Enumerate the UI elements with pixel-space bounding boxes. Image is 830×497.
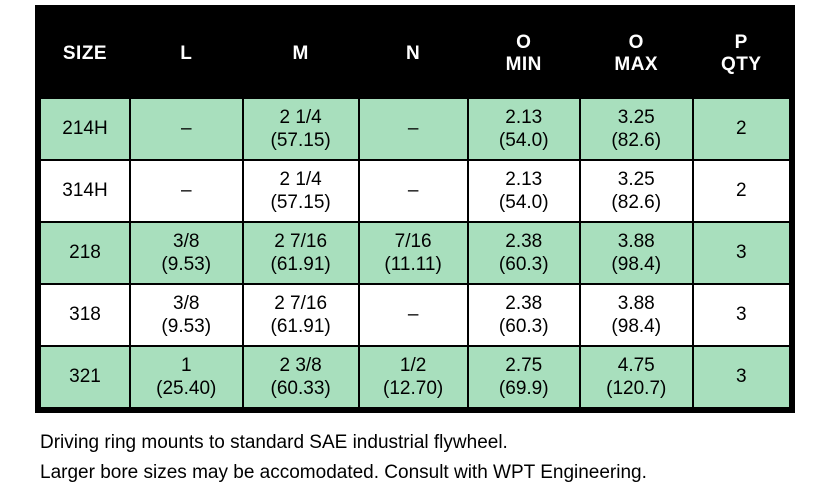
- column-header-l: [130, 10, 243, 98]
- column-header-m: [243, 10, 359, 98]
- cell-o-min-sub: (60.3): [498, 316, 549, 337]
- cell-o-min: [468, 98, 581, 160]
- cell-p-qty: 2: [693, 160, 791, 222]
- cell-l: [130, 346, 243, 408]
- table-row: [40, 346, 790, 408]
- cell-o-max: [580, 160, 693, 222]
- cell-m-main: 2 7/16: [274, 231, 328, 252]
- cell-o-min-sub: (69.9): [498, 378, 549, 399]
- cell-n-main: 1/2: [399, 355, 427, 376]
- cell-size: 214H: [40, 98, 130, 160]
- header-row: [40, 10, 790, 98]
- header-o-max-line1: O: [628, 32, 644, 53]
- cell-p-qty: 3: [693, 346, 791, 408]
- cell-o-min: [468, 160, 581, 222]
- cell-n: [359, 284, 468, 346]
- header-p-qty-line1: P: [734, 32, 748, 53]
- dimensions-table: [39, 9, 791, 409]
- cell-p-qty: 3: [693, 222, 791, 284]
- cell-o-min-main: 2.75: [505, 355, 543, 376]
- cell-o-max-main: 3.88: [617, 293, 655, 314]
- header-o-min-line2: MIN: [505, 54, 542, 75]
- header-m-line1: M: [292, 43, 309, 64]
- cell-o-max-main: 3.88: [617, 231, 655, 252]
- cell-l: [130, 284, 243, 346]
- table-row: [40, 160, 790, 222]
- cell-p-qty: 2: [693, 98, 791, 160]
- cell-o-max-main: 3.25: [617, 107, 655, 128]
- table-row: [40, 222, 790, 284]
- cell-o-min-sub: (60.3): [498, 254, 549, 275]
- cell-o-max: [580, 346, 693, 408]
- cell-m-sub: (61.91): [270, 254, 331, 275]
- cell-l-main: 1: [180, 355, 192, 376]
- cell-m: [243, 222, 359, 284]
- column-header-o-max: [580, 10, 693, 98]
- cell-m: [243, 346, 359, 408]
- cell-n-main: –: [407, 118, 419, 139]
- cell-n-main: –: [407, 180, 419, 201]
- cell-m-sub: (60.33): [270, 378, 331, 399]
- cell-m-sub: (57.15): [270, 130, 331, 151]
- header-o-min-line1: O: [516, 32, 532, 53]
- cell-o-max-main: 4.75: [617, 355, 655, 376]
- cell-n: [359, 346, 468, 408]
- cell-n: [359, 98, 468, 160]
- cell-m: [243, 98, 359, 160]
- header-size-line1: SIZE: [62, 43, 108, 64]
- cell-l-main: –: [180, 118, 192, 139]
- cell-o-max-main: 3.25: [617, 169, 655, 190]
- cell-n-sub: (12.70): [383, 378, 444, 399]
- cell-o-min: [468, 346, 581, 408]
- table-body: [40, 98, 790, 408]
- column-header-p-qty: [693, 10, 791, 98]
- cell-l-main: 3/8: [173, 231, 200, 252]
- cell-size: 314H: [40, 160, 130, 222]
- cell-o-min: [468, 222, 581, 284]
- column-header-n: [359, 10, 468, 98]
- cell-o-min-main: 2.38: [505, 293, 543, 314]
- cell-m-main: 2 1/4: [279, 169, 322, 190]
- header-n-line1: N: [406, 43, 421, 64]
- cell-n-sub: (11.11): [384, 254, 442, 275]
- cell-o-min-main: 2.13: [505, 169, 543, 190]
- cell-l-sub: (9.53): [161, 254, 212, 275]
- cell-m-main: 2 7/16: [274, 293, 328, 314]
- cell-m-sub: (57.15): [270, 192, 331, 213]
- cell-p-qty: 3: [693, 284, 791, 346]
- column-header-size: [40, 10, 130, 98]
- notes-block: [40, 428, 810, 488]
- header-o-max-line2: MAX: [614, 54, 659, 75]
- cell-o-min-sub: (54.0): [498, 130, 549, 151]
- column-header-o-min: [468, 10, 581, 98]
- cell-n: [359, 160, 468, 222]
- cell-l: [130, 160, 243, 222]
- cell-l-sub: (25.40): [156, 378, 217, 399]
- cell-l-sub: (9.53): [161, 316, 212, 337]
- cell-m: [243, 160, 359, 222]
- cell-o-max-sub: (82.6): [611, 130, 662, 151]
- cell-n-main: –: [407, 304, 419, 325]
- dimensions-table-container: [35, 5, 795, 413]
- note-line-2: Larger bore sizes may be accomodated. Consult with WPT Engineering.: [40, 462, 647, 483]
- table-row: [40, 284, 790, 346]
- cell-m: [243, 284, 359, 346]
- cell-o-min-main: 2.38: [505, 231, 543, 252]
- cell-size: 318: [40, 284, 130, 346]
- cell-o-min-main: 2.13: [505, 107, 543, 128]
- cell-o-max: [580, 222, 693, 284]
- table-row: [40, 98, 790, 160]
- cell-o-max-sub: (120.7): [606, 378, 667, 399]
- header-l-line1: L: [180, 43, 193, 64]
- cell-l: [130, 98, 243, 160]
- cell-n-main: 7/16: [394, 231, 432, 252]
- cell-l: [130, 222, 243, 284]
- cell-size: 218: [40, 222, 130, 284]
- cell-o-max-sub: (98.4): [611, 316, 662, 337]
- cell-o-min: [468, 284, 581, 346]
- cell-o-max-sub: (82.6): [611, 192, 662, 213]
- cell-o-max-sub: (98.4): [611, 254, 662, 275]
- cell-n: [359, 222, 468, 284]
- table-header: [40, 10, 790, 98]
- cell-l-main: 3/8: [173, 293, 200, 314]
- header-p-qty-line2: QTY: [720, 54, 762, 75]
- cell-m-sub: (61.91): [270, 316, 331, 337]
- cell-o-max: [580, 284, 693, 346]
- cell-o-min-sub: (54.0): [498, 192, 549, 213]
- note-line-1: Driving ring mounts to standard SAE industrial flywheel.: [40, 432, 508, 453]
- cell-size: 321: [40, 346, 130, 408]
- cell-m-main: 2 1/4: [279, 107, 322, 128]
- cell-m-main: 2 3/8: [279, 355, 322, 376]
- cell-l-main: –: [180, 180, 192, 201]
- cell-o-max: [580, 98, 693, 160]
